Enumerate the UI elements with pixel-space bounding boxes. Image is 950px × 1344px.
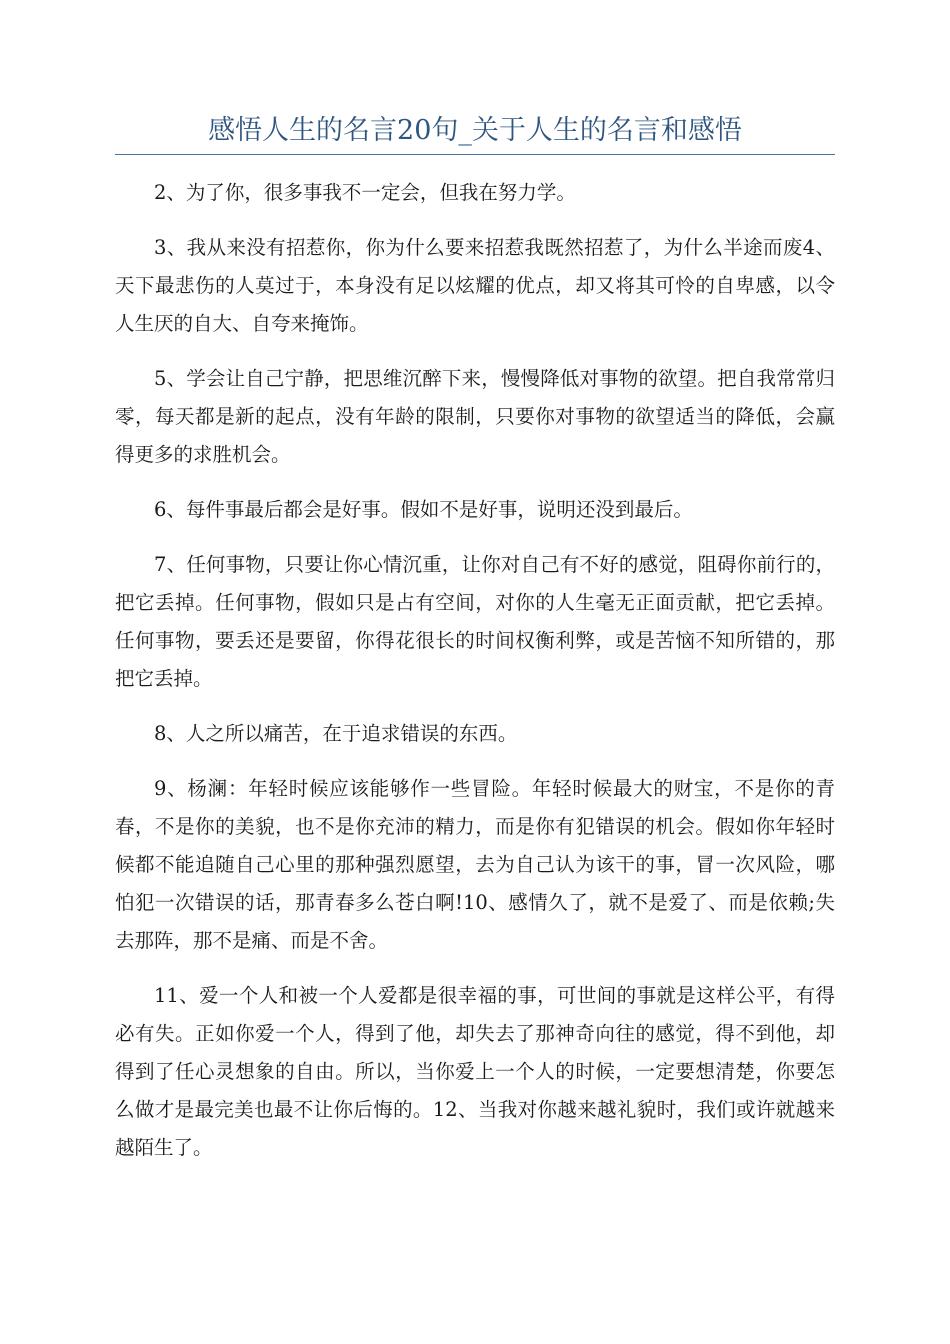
paragraph: 5、学会让自己宁静，把思维沉醉下来，慢慢降低对事物的欲望。把自我常常归零，每天都是新的起点，没有年龄的限制，只要你对事物的欲望适当的降低，会赢得更多的求胜机会。	[115, 367, 835, 466]
document-body	[115, 174, 835, 1184]
paragraph: 9、杨澜：年轻时候应该能够作一些冒险。年轻时候最大的财宝，不是你的青春，不是你的美貌，也不是你充沛的精力，而是你有犯错误的机会。假如你年轻时候都不能追随自己心里的那种强烈愿望，去为自己认为该干的事，冒一次风险，哪怕犯一次错误的话，那青春多么苍白啊!10、感情久了，就不是爱了、而是依赖;失去那阵，那不是痛、而是不舍。	[115, 777, 835, 952]
paragraph: 6、每件事最后都会是好事。假如不是好事，说明还没到最后。	[154, 498, 693, 521]
paragraph: 11、爱一个人和被一个人爱都是很幸福的事，可世间的事就是这样公平，有得必有失。正如你爱一个人，得到了他，却失去了那神奇向往的感觉，得不到他，却得到了任心灵想象的自由。所以，当你爱上一个人的时候，一定要想清楚，你要怎么做才是最完美也最不让你后悔的。12、当我对你越来越礼貌时，我们或许就越来越陌生了。	[115, 984, 835, 1159]
page-title: 感悟人生的名言20句_关于人生的名言和感悟	[208, 115, 742, 146]
paragraph: 7、任何事物，只要让你心情沉重，让你对自己有不好的感觉，阻碍你前行的，把它丢掉。任何事物，假如只是占有空间，对你的人生毫无正面贡献，把它丢掉。任何事物，要丢还是要留，你得花很长的时间权衡利弊，或是苦恼不知所错的，那把它丢掉。	[115, 553, 835, 690]
paragraph: 2、为了你，很多事我不一定会，但我在努力学。	[154, 181, 576, 204]
paragraph: 8、人之所以痛苦，在于追求错误的东西。	[154, 722, 518, 745]
title-underline	[115, 154, 835, 155]
paragraph: 3、我从来没有招惹你，你为什么要来招惹我既然招惹了，为什么半途而废4、天下最悲伤的人莫过于，本身没有足以炫耀的优点，却又将其可怜的自卑感，以令人生厌的自大、自夸来掩饰。	[115, 236, 835, 335]
